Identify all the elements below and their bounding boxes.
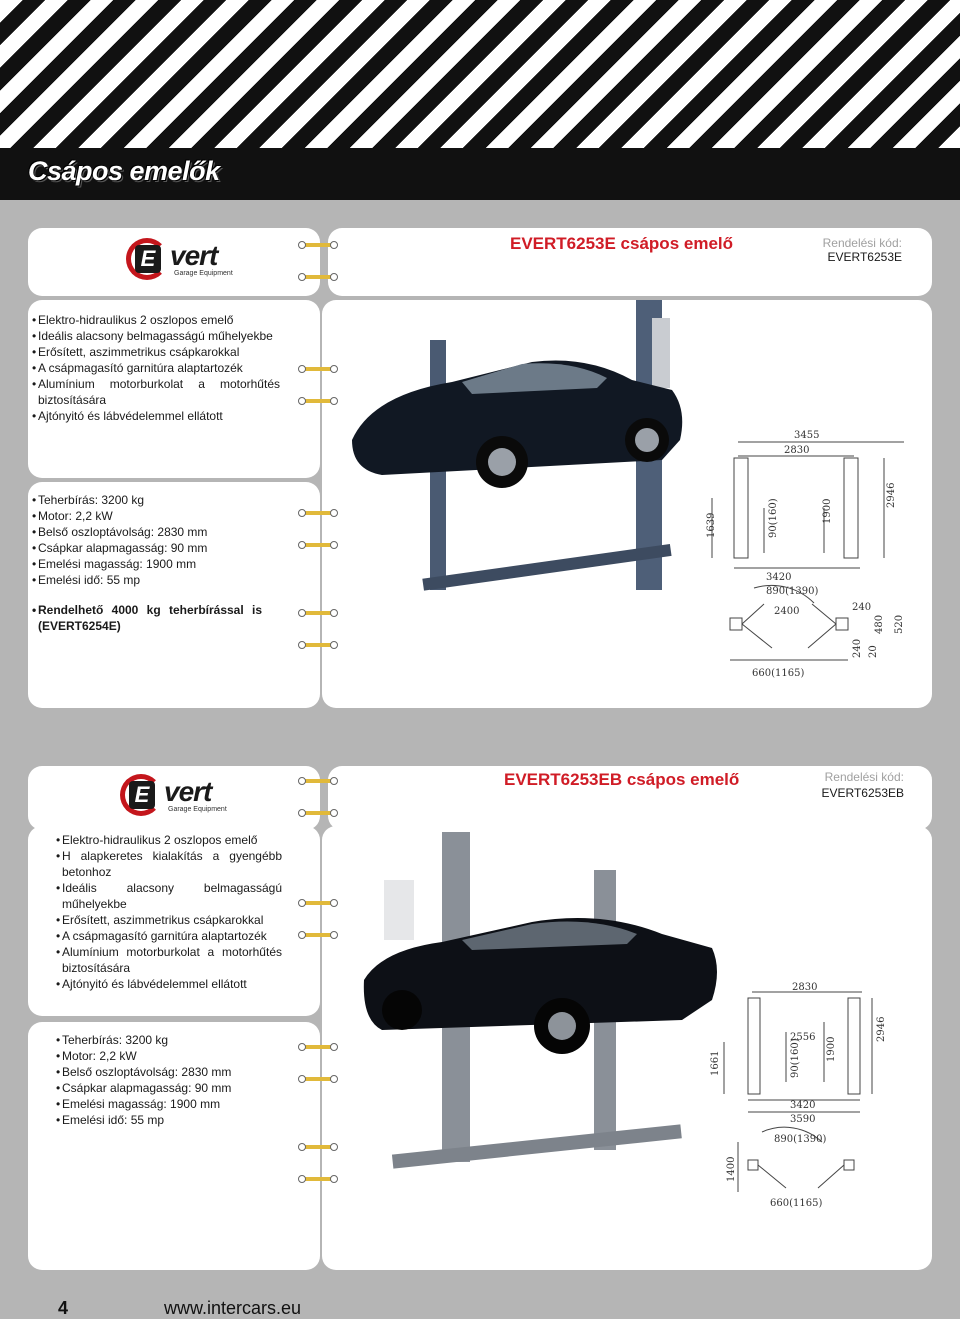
- product-2-specs-list: [56, 1032, 282, 1128]
- spec-item: • Csápkar alapmagasság: 90 mm: [32, 540, 280, 556]
- dim-label: 890(1390): [766, 586, 819, 597]
- dimension-diagram-1: [704, 428, 924, 708]
- feature-item: • Alumínium motorburkolat a motorhűtés biztosítására: [32, 376, 280, 408]
- dim-label: 3420: [790, 1100, 816, 1111]
- spec-item: • Teherbírás: 3200 kg: [32, 492, 280, 508]
- lift-photo-1: [342, 300, 692, 600]
- logo-subtitle: Garage Equipment: [168, 805, 227, 813]
- extra-item: • Rendelhető 4000 kg teherbírással is (EVERT6254E): [32, 602, 262, 634]
- logo-word: vert: [164, 775, 212, 807]
- spec-item: • Csápkar alapmagasság: 90 mm: [56, 1080, 282, 1096]
- dim-label: 890(1390): [774, 1134, 827, 1145]
- feature-item: • Ideális alacsony belmagasságú műhelyekbe: [32, 328, 280, 344]
- evert-logo: [120, 774, 227, 816]
- dim-label: 2946: [876, 1016, 887, 1042]
- dim-label: 20: [868, 645, 879, 658]
- spec-item: • Emelési idő: 55 mp: [32, 572, 280, 588]
- feature-item: • Erősített, aszimmetrikus csápkarokkal: [32, 344, 280, 360]
- product-1-image-card: [322, 300, 932, 708]
- title-band: [0, 148, 960, 200]
- dim-label: 3590: [790, 1114, 816, 1125]
- lift-base: [422, 544, 671, 591]
- product-1-extra-note: [32, 602, 262, 634]
- product-2-order-label: Rendelési kód:: [824, 770, 904, 784]
- website-link[interactable]: www.intercars.eu: [164, 1298, 302, 1318]
- spec-item: • Belső oszloptávolság: 2830 mm: [56, 1064, 282, 1080]
- dim-label: 3455: [794, 430, 820, 441]
- product-2-title-card: [328, 766, 932, 830]
- lift-base: [392, 1124, 682, 1168]
- lift-photo-2: [362, 830, 722, 1250]
- product-2-header-card: [28, 766, 320, 830]
- feature-item: • Alumínium motorburkolat a motorhűtés biztosítására: [56, 944, 282, 976]
- lift-motor: [384, 880, 414, 940]
- product-1-specs-card: [28, 482, 320, 708]
- dim-label: 90(160): [768, 498, 779, 538]
- spec-item: • Motor: 2,2 kW: [56, 1048, 282, 1064]
- dim-label: 1400: [726, 1156, 737, 1182]
- spec-item: • Emelési magasság: 1900 mm: [56, 1096, 282, 1112]
- feature-item: • Ajtónyitó és lábvédelemmel ellátott: [32, 408, 280, 424]
- feature-item: • Elektro-hidraulikus 2 oszlopos emelő: [56, 832, 282, 848]
- product-1-features-list: [32, 312, 280, 424]
- product-2-title: EVERT6253EB csápos emelő: [504, 770, 740, 789]
- product-2-image-card: [322, 826, 932, 1270]
- feature-item: • A csápmagasító garnitúra alaptartozék: [32, 360, 280, 376]
- product-1-title: EVERT6253E csápos emelő: [510, 234, 734, 253]
- feature-item: • Ajtónyitó és lábvédelemmel ellátott: [56, 976, 282, 992]
- product-2-features-card: [28, 826, 320, 1016]
- spec-item: • Emelési magasság: 1900 mm: [32, 556, 280, 572]
- dim-label: 2946: [886, 482, 897, 508]
- product-1-order-label: Rendelési kód:: [822, 236, 902, 250]
- feature-item: • Erősített, aszimmetrikus csápkarokkal: [56, 912, 282, 928]
- product-2-features-list: [56, 832, 282, 992]
- product-1-specs-list: [32, 492, 280, 588]
- product-1-order-code: EVERT6253E: [827, 250, 902, 264]
- feature-item: • H alapkeretes kialakítás a gyengébb betonhoz: [56, 848, 282, 880]
- dim-label: 240: [852, 638, 863, 658]
- dim-label: 2400: [774, 606, 800, 617]
- decorative-stripes: [0, 0, 960, 148]
- evert-logo-icon: E: [126, 238, 168, 280]
- dim-label: 1661: [710, 1050, 721, 1076]
- spec-item: • Emelési idő: 55 mp: [56, 1112, 282, 1128]
- product-1-title-card: [328, 228, 932, 296]
- logo-subtitle: Garage Equipment: [174, 269, 233, 277]
- product-1-header-card: [28, 228, 320, 296]
- evert-logo-icon: E: [120, 774, 162, 816]
- spec-item: • Teherbírás: 3200 kg: [56, 1032, 282, 1048]
- dim-label: 1639: [706, 512, 717, 538]
- dimension-diagram-2: [712, 982, 922, 1262]
- dim-label: 2556: [790, 1032, 816, 1043]
- page-title: Csápos emelők: [28, 156, 220, 186]
- dim-label: 660(1165): [752, 668, 805, 679]
- dim-label: 2830: [784, 445, 810, 456]
- dim-label: 2830: [792, 982, 818, 993]
- dim-label: 3420: [766, 572, 792, 583]
- evert-logo: [126, 238, 233, 280]
- logo-word: vert: [170, 239, 218, 271]
- feature-item: • Elektro-hidraulikus 2 oszlopos emelő: [32, 312, 280, 328]
- spec-item: • Belső oszloptávolság: 2830 mm: [32, 524, 280, 540]
- dim-label: 660(1165): [770, 1198, 823, 1209]
- dim-label: 520: [894, 614, 905, 634]
- lift-motor: [652, 318, 670, 388]
- product-2-specs-card: [28, 1022, 320, 1270]
- product-1-features-card: [28, 300, 320, 478]
- dim-label: 90(160): [790, 1038, 801, 1078]
- dim-label: 1900: [826, 1036, 837, 1062]
- feature-item: • Ideális alacsony belmagasságú műhelyekbe: [56, 880, 282, 912]
- dim-label: 240: [852, 602, 872, 613]
- dim-label: 1900: [822, 498, 833, 524]
- dim-label: 480: [874, 614, 885, 634]
- page-number: 4: [58, 1298, 69, 1318]
- product-2-order-code: EVERT6253EB: [821, 786, 904, 800]
- spec-item: • Motor: 2,2 kW: [32, 508, 280, 524]
- feature-item: • A csápmagasító garnitúra alaptartozék: [56, 928, 282, 944]
